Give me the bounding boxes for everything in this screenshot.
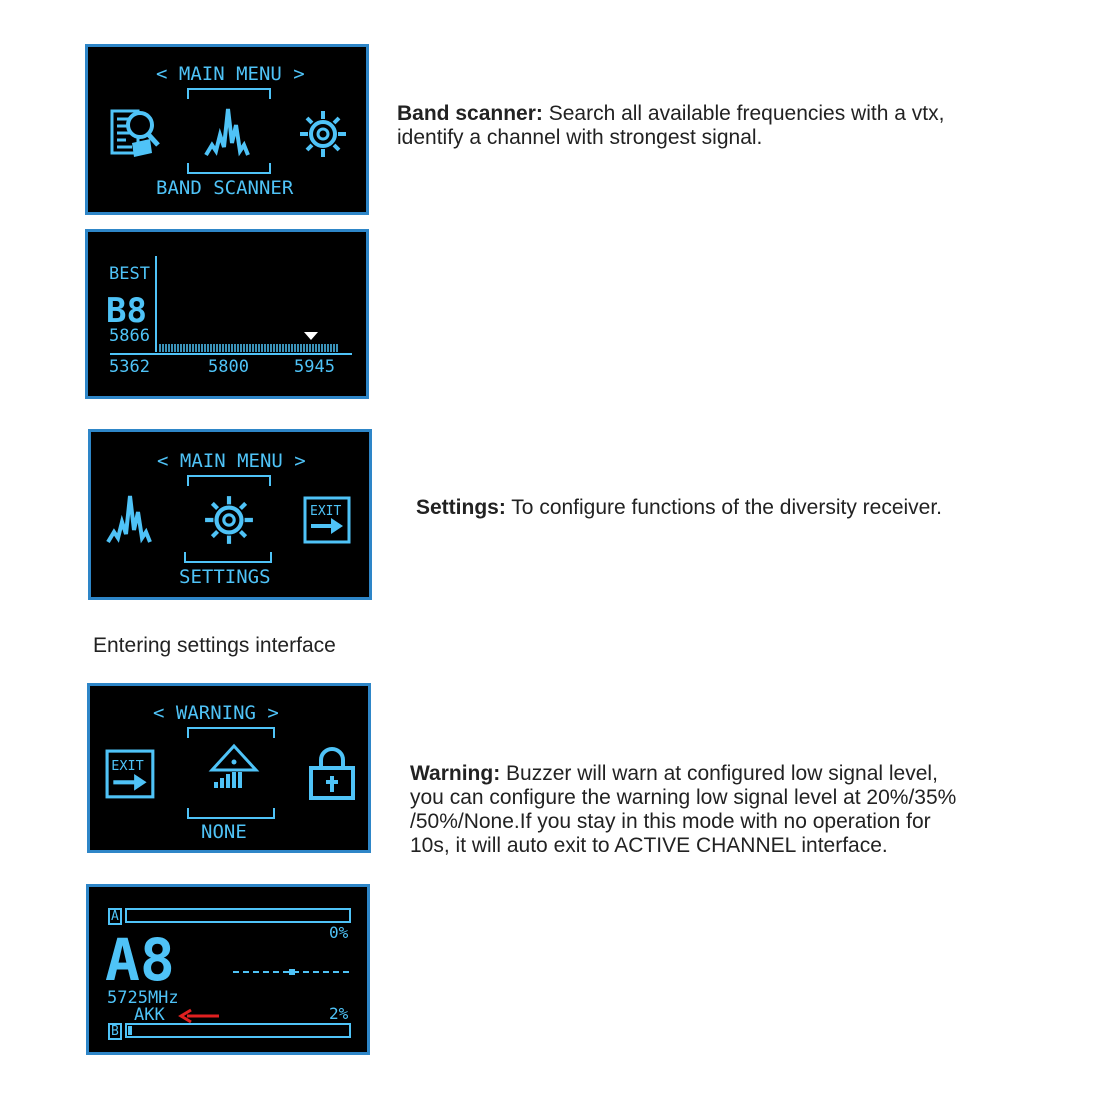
selection-bracket-bottom — [186, 806, 276, 820]
warning-signal-icon — [208, 742, 260, 794]
best-channel: B8 — [106, 291, 147, 331]
warning-text-line3: /50%/None.If you stay in this mode with no operation for — [410, 810, 931, 833]
selection-bracket-top — [186, 87, 272, 101]
rssi-b-label: B — [108, 1023, 122, 1040]
exit-icon — [105, 749, 157, 801]
band-scanner-text-line2: identify a channel with strongest signal. — [397, 126, 763, 149]
gear-icon — [203, 494, 255, 546]
warning-text-line1: Buzzer will warn at configured low signal level, — [500, 762, 938, 785]
menu-title: < WARNING > — [153, 702, 279, 724]
warning-text-line2: you can configure the warning low signal level at 20%/35% — [410, 786, 957, 809]
x-tick-3: 5945 — [294, 357, 335, 377]
settings-title: Settings: — [416, 496, 506, 519]
warning-title: Warning: — [410, 762, 501, 785]
band-scanner-description — [397, 102, 1077, 150]
exit-icon-text: EXIT — [111, 757, 144, 774]
status-text: AKK — [134, 1005, 165, 1025]
rssi-a-bar — [125, 908, 351, 923]
rssi-b-bar — [125, 1023, 351, 1038]
dashed-indicator — [231, 967, 351, 977]
best-label: BEST — [109, 264, 150, 284]
spectrum-icon — [204, 105, 254, 161]
gear-icon — [298, 109, 348, 159]
warning-description — [410, 762, 1090, 858]
spectrum-icon — [106, 492, 156, 548]
x-tick-2: 5800 — [208, 357, 249, 377]
active-channel: A8 — [105, 926, 175, 994]
x-tick-1: 5362 — [109, 357, 150, 377]
oled-screen-warning — [87, 683, 371, 853]
menu-title: < MAIN MENU > — [156, 63, 305, 85]
oled-screen-band-scanner-menu — [85, 44, 369, 215]
rssi-b-fill — [128, 1026, 132, 1035]
oled-screen-active-channel — [86, 884, 370, 1055]
oled-screen-settings-menu — [88, 429, 372, 600]
band-scanner-title: Band scanner: — [397, 102, 543, 125]
active-frequency: 5725MHz — [107, 988, 179, 1008]
svg-text:EXIT: EXIT — [310, 504, 342, 519]
menu-selected-label: SETTINGS — [179, 566, 271, 588]
band-scanner-text-line1: Search all available frequencies with a vtx, — [542, 102, 945, 125]
lock-icon — [307, 746, 357, 800]
oled-screen-band-scan-result — [85, 229, 369, 399]
menu-selected-label: NONE — [201, 821, 247, 843]
settings-description — [416, 496, 1096, 520]
rssi-b-percent: 2% — [329, 1004, 349, 1023]
selection-bracket-top — [186, 474, 272, 488]
rssi-a-label: A — [108, 908, 122, 925]
selection-bracket-bottom — [183, 550, 273, 564]
best-frequency: 5866 — [109, 326, 150, 346]
red-arrow-icon — [177, 1008, 221, 1024]
warning-text-line4: 10s, it will auto exit to ACTIVE CHANNEL interface. — [410, 834, 888, 857]
selection-bracket-top — [186, 726, 276, 740]
menu-selected-label: BAND SCANNER — [156, 177, 294, 199]
selection-bracket-bottom — [186, 161, 272, 175]
exit-icon — [303, 496, 353, 544]
menu-title: < MAIN MENU > — [157, 450, 306, 472]
caption-entering-settings: Entering settings interface — [93, 634, 336, 657]
document-search-icon — [108, 105, 160, 159]
rssi-a-percent: 0% — [329, 923, 349, 942]
settings-text: To configure functions of the diversity receiver. — [505, 496, 943, 519]
